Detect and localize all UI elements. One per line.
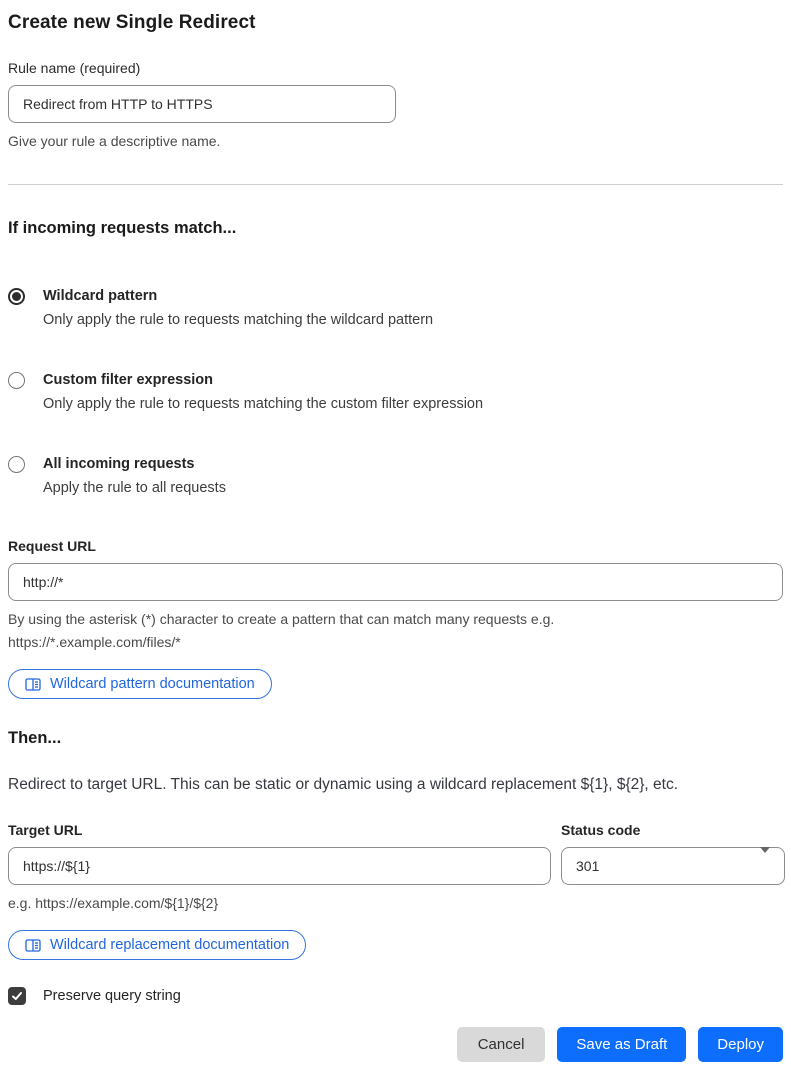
radio-description: Apply the rule to all requests [43,480,226,496]
section-divider [8,184,783,185]
target-url-input[interactable] [8,847,551,885]
rule-name-help: Give your rule a descriptive name. [8,133,221,149]
radio-label: Wildcard pattern [43,288,158,304]
preserve-query-string-label: Preserve query string [43,988,181,1004]
checkbox-icon[interactable] [8,987,26,1005]
radio-description: Only apply the rule to requests matching the wildcard pattern [43,312,434,328]
radio-description: Only apply the rule to requests matching the custom filter expression [43,396,484,412]
target-url-label: Target URL [8,822,83,838]
request-url-help: By using the asterisk (*) character to create a pattern that can match many requests e.g. https://*.example.com/files/* [8,611,555,650]
cancel-button[interactable]: Cancel [457,1027,546,1062]
status-code-value: 301 [576,858,600,874]
status-code-label: Status code [561,822,641,838]
deploy-button[interactable]: Deploy [698,1027,783,1062]
radio-button-icon[interactable] [8,456,25,473]
save-as-draft-button[interactable]: Save as Draft [557,1027,686,1062]
target-and-status-row [8,794,783,885]
wildcard-replacement-doc-button[interactable] [8,930,306,960]
form-actions [8,1027,783,1070]
request-url-label: Request URL [8,538,96,554]
target-url-help: e.g. https://example.com/${1}/${2} [8,895,219,911]
radio-label: All incoming requests [43,456,195,472]
rule-name-label: Rule name (required) [8,60,141,76]
match-section-heading: If incoming requests match... [8,219,237,237]
then-section-heading: Then... [8,729,62,747]
open-book-icon [25,938,41,953]
preserve-query-string-row[interactable] [8,987,783,1005]
radio-button-icon[interactable] [8,288,25,305]
radio-option-custom-filter[interactable] [8,370,783,414]
radio-option-all-requests[interactable] [8,454,783,498]
open-book-icon [25,677,41,692]
wildcard-pattern-doc-button[interactable] [8,669,272,699]
match-radio-group [8,286,783,498]
page-title: Create new Single Redirect [8,12,256,33]
then-description: Redirect to target URL. This can be static or dynamic using a wildcard replacement ${1}, ${2}, etc. [8,776,679,793]
chevron-down-icon [760,847,770,853]
radio-button-icon[interactable] [8,372,25,389]
radio-option-wildcard-pattern[interactable] [8,286,783,330]
status-code-select[interactable] [561,847,785,885]
rule-name-input[interactable] [8,85,396,123]
request-url-input[interactable] [8,563,783,601]
doc-button-label: Wildcard pattern documentation [50,676,255,692]
doc-button-label: Wildcard replacement documentation [50,937,290,953]
radio-label: Custom filter expression [43,372,214,388]
